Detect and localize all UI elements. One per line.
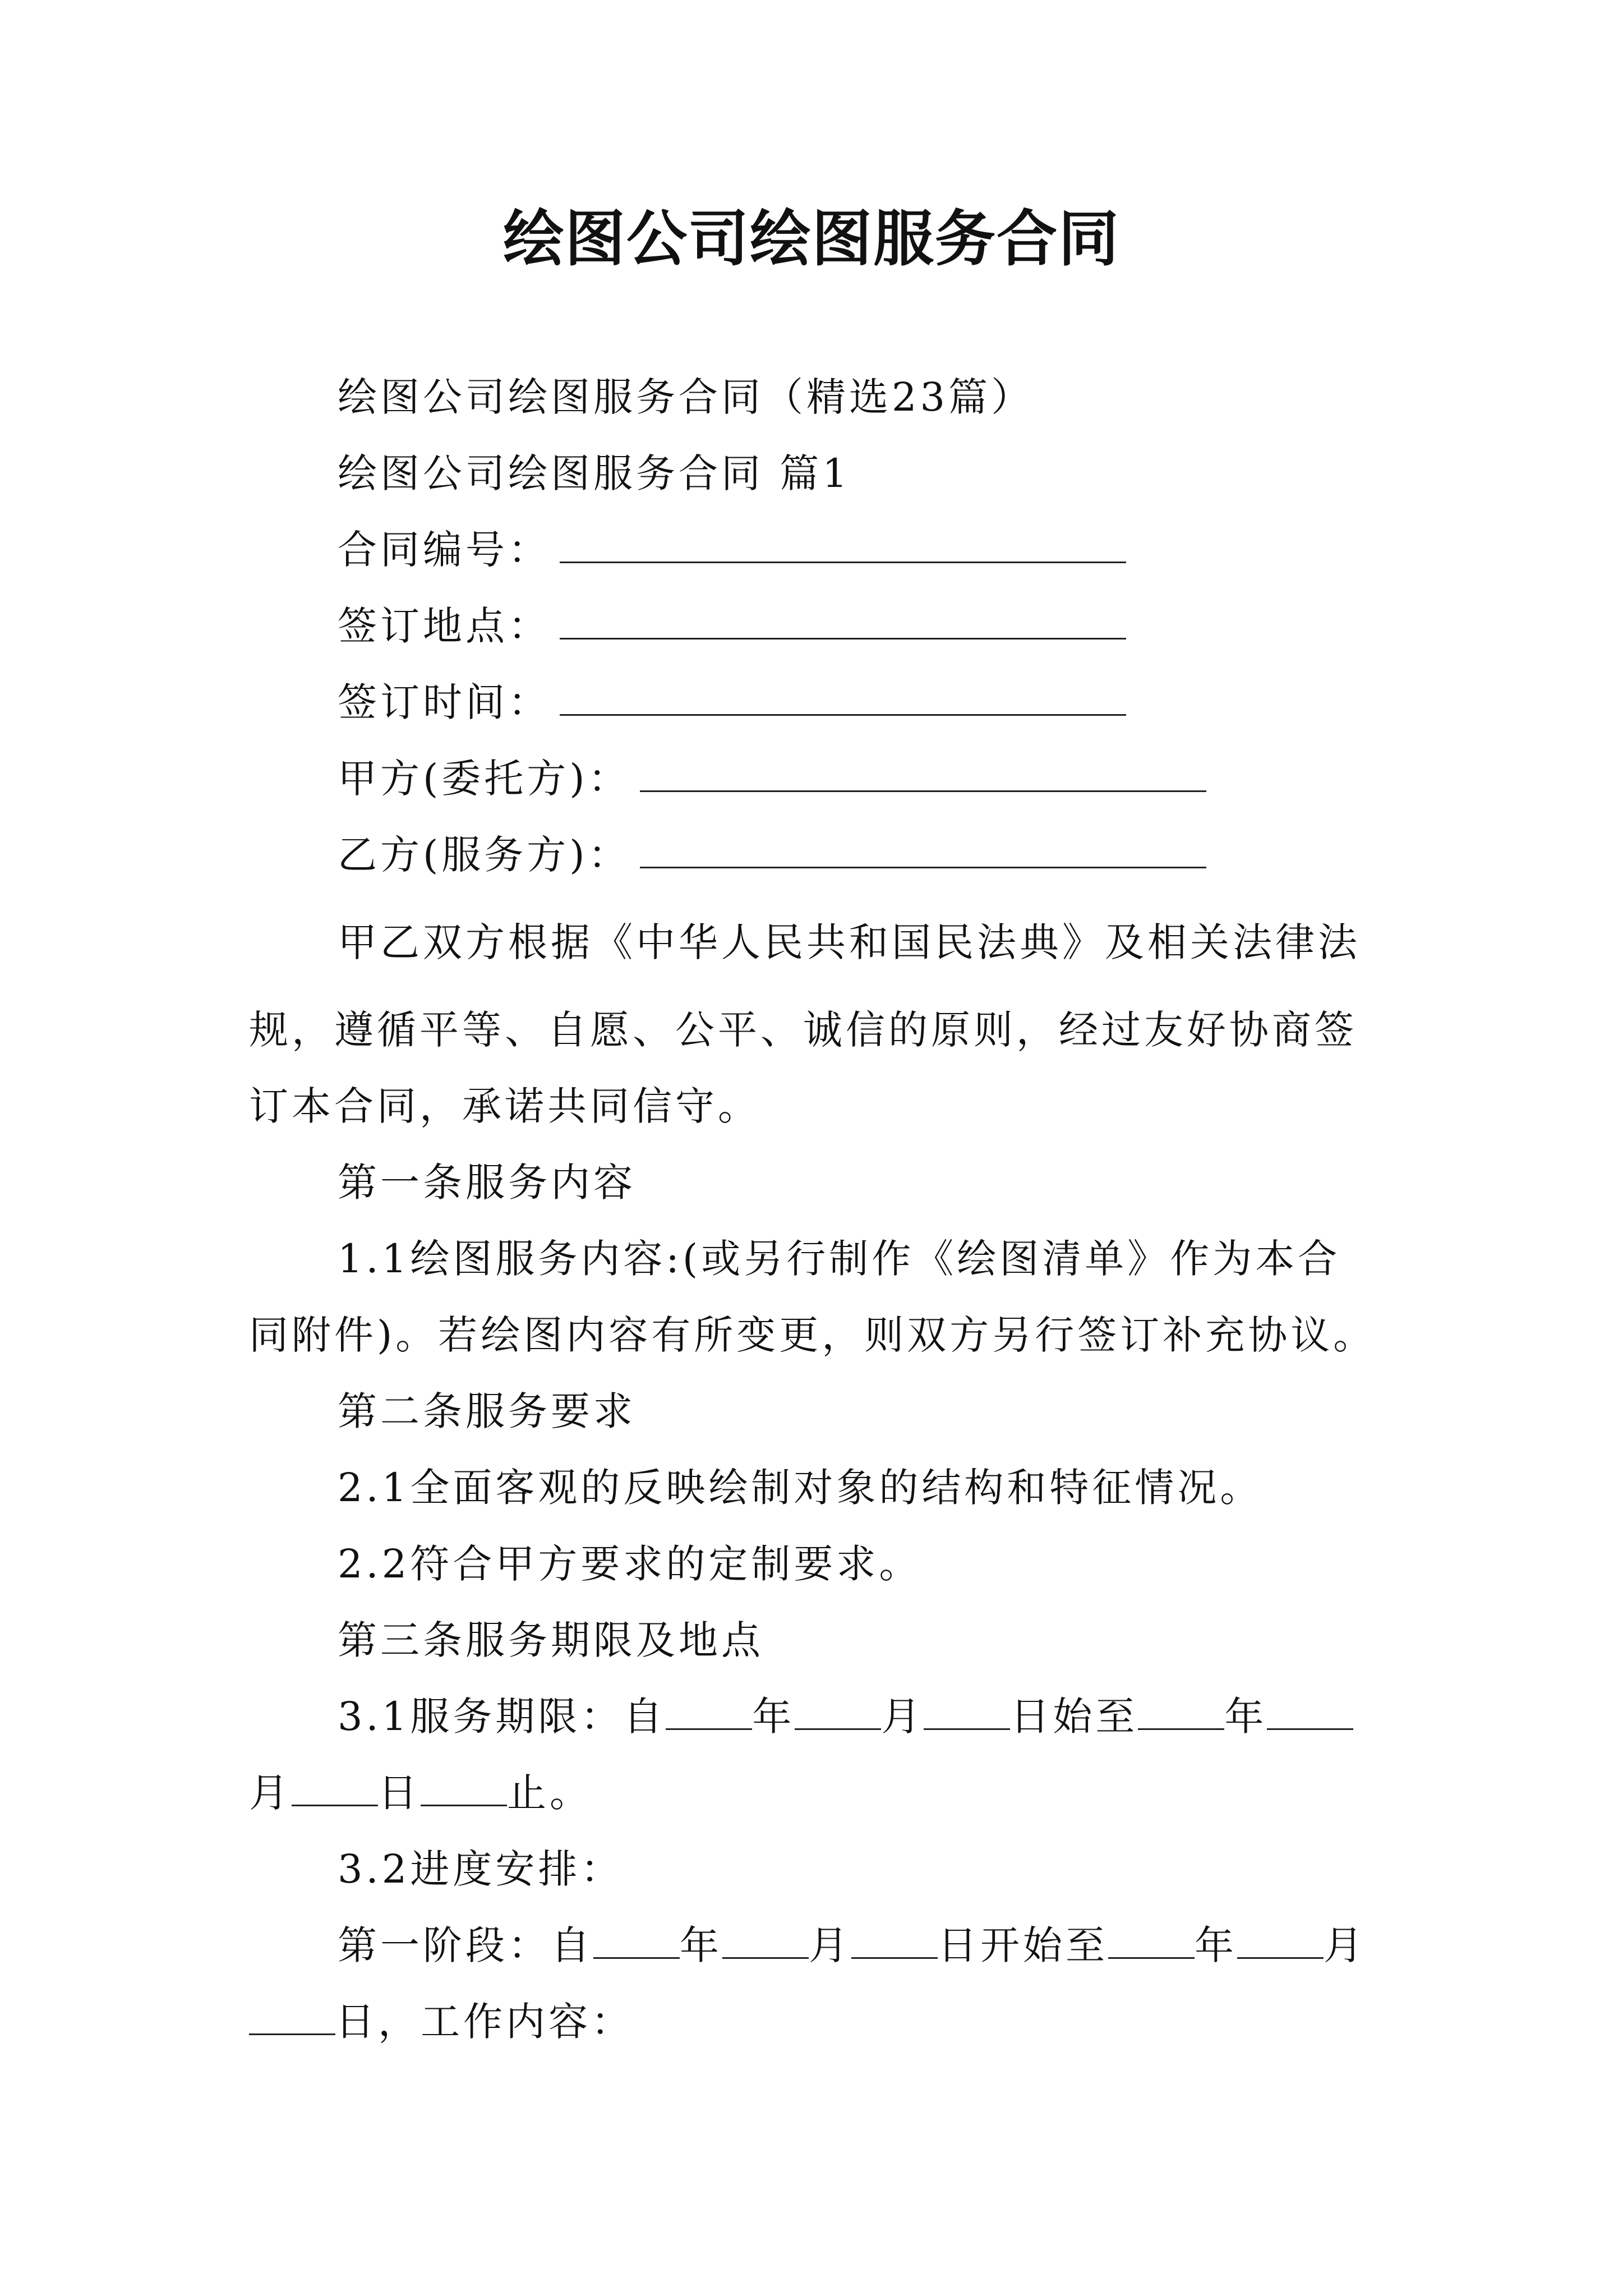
day-start-label: 日始至 — [1010, 1694, 1138, 1740]
party-b-label: 乙方(服务方)： — [338, 832, 631, 878]
contract-number-field — [338, 522, 1126, 578]
work-content-label: 日，工作内容： — [335, 1999, 634, 2045]
end-year-blank — [1138, 1698, 1224, 1730]
service-period-line-1 — [338, 1688, 1353, 1745]
year-label: 年 — [680, 1922, 722, 1968]
month-label: 月 — [1324, 1922, 1366, 1968]
start-day-blank — [924, 1698, 1010, 1730]
stage-1-end-month-blank — [1237, 1927, 1324, 1959]
stage-1-line-2 — [249, 1994, 634, 2050]
stage-1-end-day-blank — [249, 2003, 335, 2035]
schedule-heading: 3.2进度安排： — [338, 1846, 624, 1892]
year-label: 年 — [1195, 1922, 1237, 1968]
sign-place-field — [338, 598, 1126, 654]
contract-number-blank — [560, 531, 1126, 563]
document-subtitle: 绘图公司绘图服务合同（精选23篇） — [338, 374, 1034, 420]
end-month-blank — [1267, 1698, 1353, 1730]
document-title: 绘图公司绘图服务合同 — [502, 204, 1120, 274]
stage-1-start-day-blank — [851, 1927, 938, 1959]
article-2-item-2: 2.2符合甲方要求的定制要求。 — [338, 1541, 922, 1587]
article-1-heading: 第一条服务内容 — [338, 1159, 636, 1205]
start-month-blank — [795, 1698, 881, 1730]
month-label: 月 — [249, 1770, 292, 1816]
stage-1-prefix: 第一阶段：自 — [338, 1922, 593, 1968]
start-year-blank — [666, 1698, 752, 1730]
stage-1-start-year-blank — [593, 1927, 680, 1959]
sign-time-field — [338, 674, 1126, 730]
year-label: 年 — [1224, 1694, 1267, 1740]
article-2-item-1: 2.1全面客观的反映绘制对象的结构和特征情况。 — [338, 1465, 1263, 1511]
sign-time-label: 签订时间： — [338, 679, 551, 725]
preamble-line-2: 规，遵循平等、自愿、公平、诚信的原则，经过友好协商签 — [249, 1007, 1357, 1053]
month-label: 月 — [881, 1694, 924, 1740]
party-a-field — [338, 751, 1206, 807]
stage-1-line-1 — [338, 1917, 1366, 1973]
party-b-field — [338, 827, 1206, 883]
stage-1-start-month-blank — [722, 1927, 809, 1959]
party-a-label: 甲方(委托方)： — [338, 756, 631, 802]
month-label: 月 — [809, 1922, 851, 1968]
preamble-line-1: 甲乙双方根据《中华人民共和国民法典》及相关法律法 — [338, 919, 1361, 965]
article-3-heading: 第三条服务期限及地点 — [338, 1617, 764, 1663]
party-a-blank — [640, 760, 1206, 792]
sign-time-blank — [560, 684, 1126, 716]
article-1-item-1-line-1: 1.1绘图服务内容:(或另行制作《绘图清单》作为本合 — [338, 1236, 1341, 1282]
service-period-line-2 — [249, 1765, 592, 1821]
end-blank — [421, 1774, 507, 1806]
article-1-item-1-line-2: 同附件)。若绘图内容有所变更，则双方另行签订补充协议。 — [249, 1312, 1376, 1358]
end-label: 止。 — [507, 1770, 592, 1816]
stage-1-end-year-blank — [1108, 1927, 1195, 1959]
preamble-line-3: 订本合同，承诺共同信守。 — [249, 1083, 760, 1129]
service-period-prefix: 3.1服务期限：自 — [338, 1694, 666, 1740]
party-b-blank — [640, 836, 1206, 868]
contract-number-label: 合同编号： — [338, 527, 551, 573]
sign-place-label: 签订地点： — [338, 603, 551, 649]
sign-place-blank — [560, 608, 1126, 639]
year-label: 年 — [752, 1694, 795, 1740]
part-heading: 绘图公司绘图服务合同 篇1 — [338, 450, 851, 496]
day-begin-label: 日开始至 — [938, 1922, 1108, 1968]
article-2-heading: 第二条服务要求 — [338, 1388, 636, 1434]
end-day-blank — [292, 1774, 378, 1806]
day-label: 日 — [378, 1770, 421, 1816]
